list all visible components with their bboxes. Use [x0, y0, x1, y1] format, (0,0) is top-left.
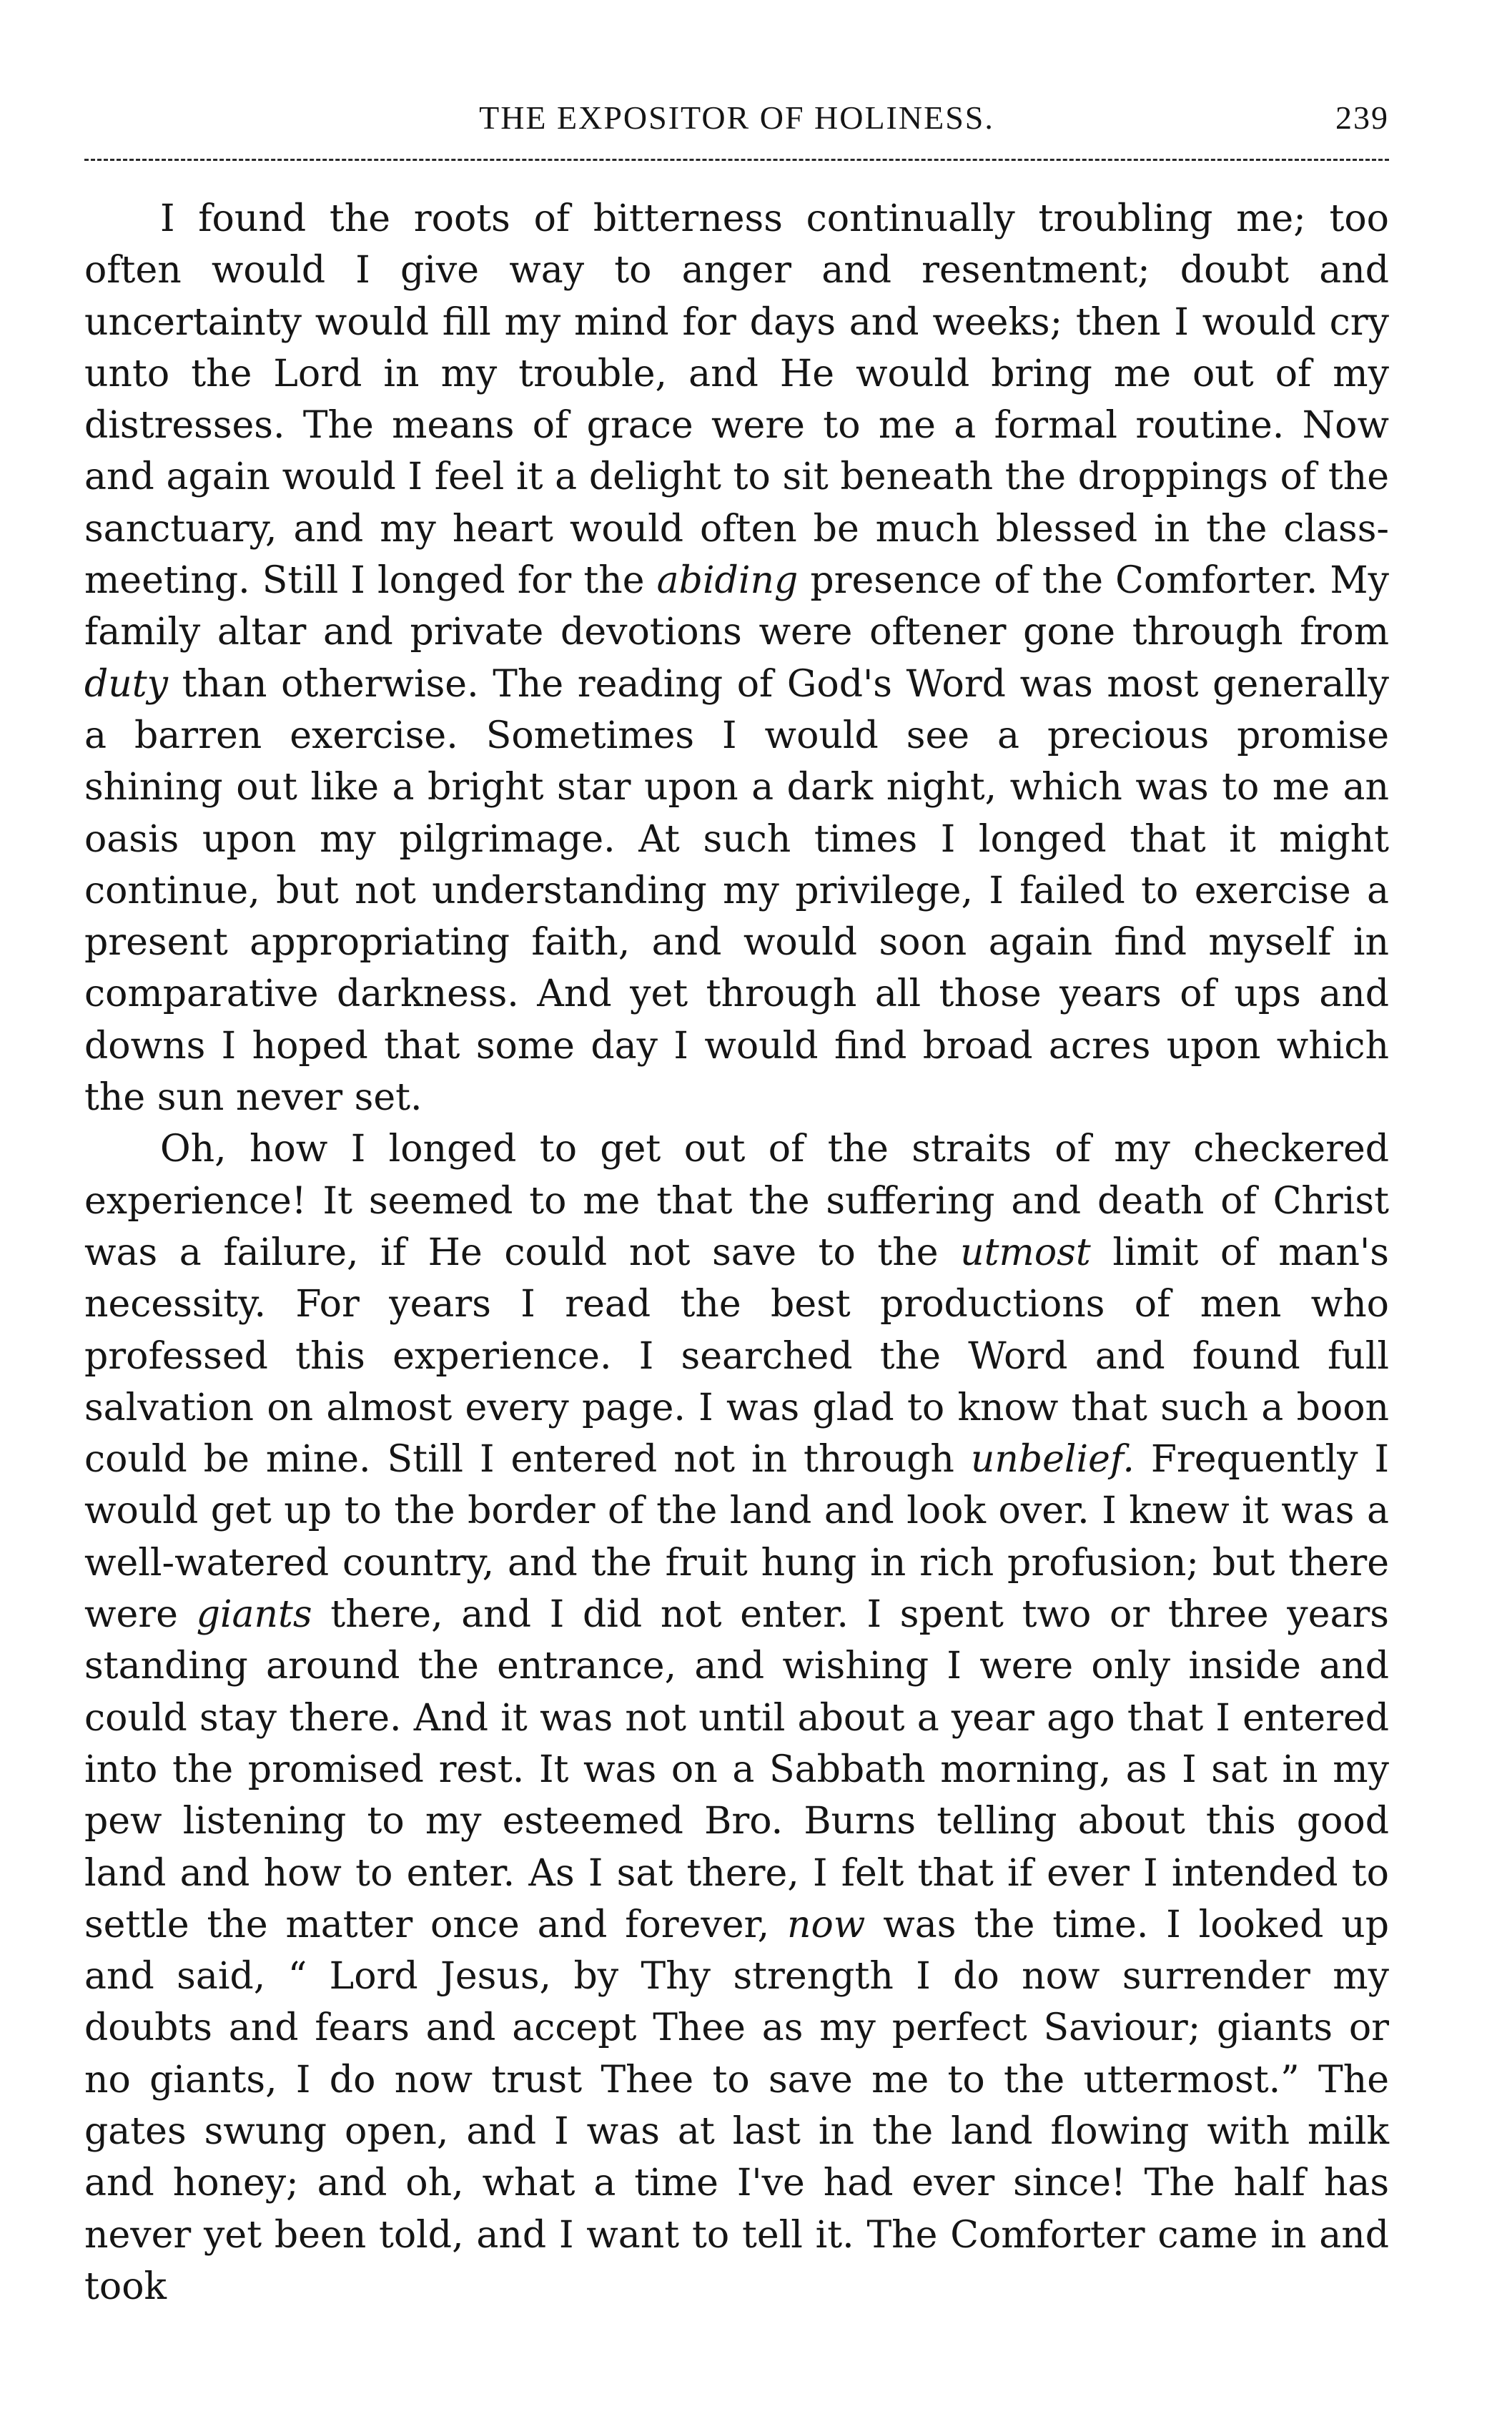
italic-text: giants [196, 1593, 312, 1637]
header-rule [84, 159, 1389, 161]
text-run: presence of the Comforter. My family altar and private devotions were oftener gone through from [84, 559, 1389, 654]
text-run: than otherwise. The reading of God's Word was most generally a barren exercise. Sometimes I would see a precious promise shining out like a bright star upon a dark night, which was to me an oasis upon my pilgrimage. At such times I longed that it might continue, but not understanding my privilege, I failed to exercise a present appropriating faith, and would soon again find myself in comparative darkness. And yet through all those years of ups and downs I hoped that some day I would find broad acres upon which the sun never set. [84, 662, 1389, 1120]
running-title: THE EXPOSITOR OF HOLINESS. [479, 99, 994, 136]
text-run: was the time. I looked up and said, “ Lord Jesus, by Thy strength I do now surrender my doubts and fears and accept Thee as my perfect Saviour; giants or no giants, I do now trust Thee to save me to the uttermost.” The gates swung open, and I was at last in the land flowing with milk and honey; and oh, what a time I've had ever since! The half has never yet been told, and I want to tell it. The Comforter came in and took [84, 1903, 1389, 2308]
body-text [84, 193, 1389, 2312]
text-run: I found the roots of bitterness continually troubling me; too often would I give way to anger and resentment; doubt and uncertainty would fill my mind for days and weeks; then I would cry unto the Lord in my trouble, and He would bring me out of my distresses. The means of grace were to me a formal routine. Now and again would I feel it a delight to sit beneath the droppings of the sanctuary, and my heart would often be much blessed in the class-meeting. Still I longed for the [84, 197, 1389, 603]
italic-text: abiding [656, 559, 799, 603]
italic-text: duty [84, 662, 169, 706]
italic-text: now [787, 1903, 866, 1946]
italic-text: unbelief. [970, 1438, 1135, 1482]
italic-text: utmost [960, 1231, 1091, 1274]
text-run: limit of man's necessity. For years I read the best productions of men who professed this experience. I searched the Word and found full salvation on almost every page. I was glad to know that such a boon could be mine. Still I entered not in through [84, 1231, 1389, 1482]
paragraph [84, 193, 1389, 1123]
page-number: 239 [1335, 99, 1389, 136]
text-run: Oh, how I longed to get out of the straits of my checkered experience! It seemed to me that the suffering and death of Christ was a failure, if He could not save to the [84, 1128, 1389, 1274]
text-run: Frequently I would get up to the border of the land and look over. I knew it was a well-watered country, and the fruit hung in rich profusion; but there were [84, 1438, 1389, 1637]
paragraph [84, 1123, 1389, 2312]
running-header [84, 92, 1389, 149]
text-run: there, and I did not enter. I spent two or three years standing around the entrance, and wishing I were only inside and could stay there. And it was not until about a year ago that I entered into the promised rest. It was on a Sabbath morning, as I sat in my pew listening to my esteemed Bro. Burns telling about this good land and how to enter. As I sat there, I felt that if ever I intended to settle the matter once and forever, [84, 1593, 1389, 1946]
